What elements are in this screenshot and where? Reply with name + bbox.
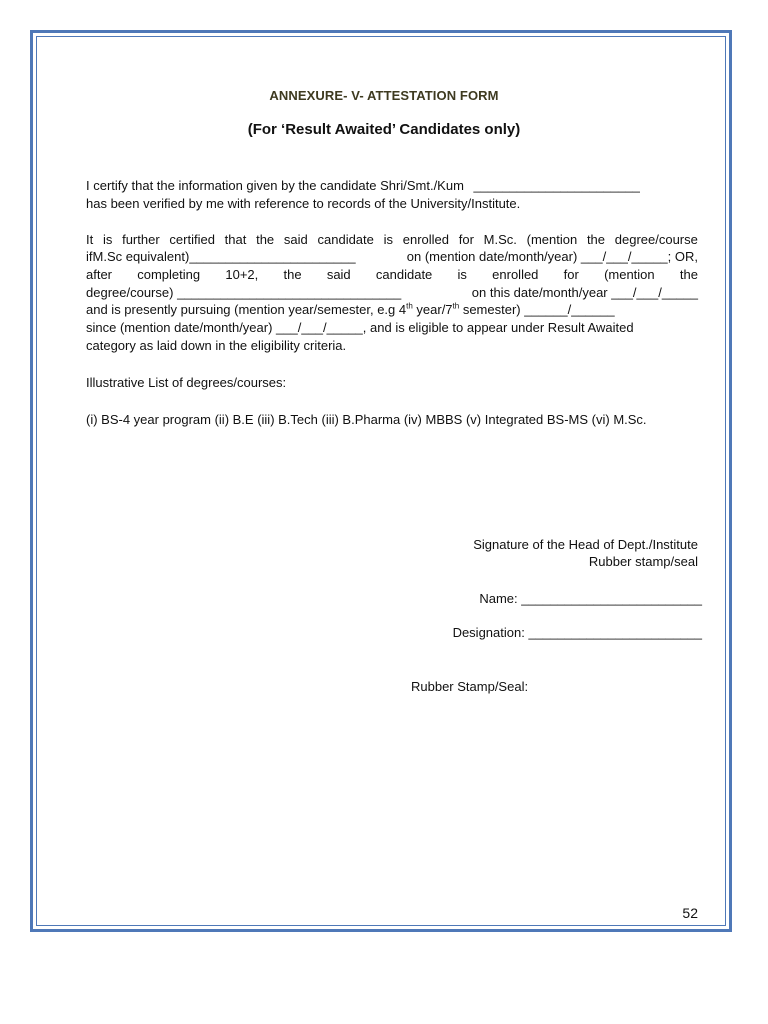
para2-word: further [122, 232, 160, 247]
para2-word: the [679, 267, 698, 282]
certify-text: I certify that the information given by the candidate Shri/Smt./Kum [86, 178, 464, 193]
para2-word: enrolled [492, 267, 539, 282]
form-subtitle: (For ‘Result Awaited’ Candidates only) [247, 121, 521, 138]
para2-word: 10+2, [225, 267, 259, 282]
certify-line-1 [86, 177, 640, 195]
para2-line-4 [86, 284, 698, 302]
para2-word: candidate [375, 267, 433, 282]
degree-course-blank: _______________________________ [177, 285, 402, 300]
para2-word: the [283, 267, 302, 282]
enrol-date-text: on this date/month/year ___/___/_____ [471, 285, 698, 300]
degree-blank: _______________________ [189, 249, 356, 264]
designation-blank: ________________________ [528, 625, 702, 640]
para2-word: that [224, 232, 247, 247]
para2-word: for [563, 267, 579, 282]
para2-word: said [326, 267, 351, 282]
form-title: ANNEXURE- V- ATTESTATION FORM [269, 88, 499, 103]
para2-word: degree/course [614, 232, 698, 247]
designation-label: Designation: [452, 625, 525, 640]
date-text: on (mention date/month/year) ___/___/_____; OR, [406, 249, 698, 264]
candidate-name-blank: _______________________ [473, 178, 640, 193]
degree-list: (i) BS-4 year program (ii) B.E (iii) B.Tech (iii) B.Pharma (iv) MBBS (v) Integrated BS-MS (vi) M.Sc. [86, 412, 647, 427]
list-heading: Illustrative List of degrees/courses: [86, 375, 287, 390]
para2-word: the [256, 232, 275, 247]
para2-word: said [283, 232, 308, 247]
para2-word: enrolled [402, 232, 450, 247]
para2-word: (mention [604, 267, 655, 282]
para2-word: M.Sc. [483, 232, 517, 247]
rubber-stamp-line: Rubber stamp/seal [588, 554, 698, 569]
para2-word: certified [169, 232, 215, 247]
rubber-stamp-seal-label: Rubber Stamp/Seal: [411, 679, 529, 694]
para2-line-2 [86, 248, 698, 266]
para2-word: candidate [317, 232, 374, 247]
degree-course-text: degree/course) _______________________________ [86, 285, 402, 300]
msc-equivalent-text: ifM.Sc equivalent)_______________________ [86, 249, 356, 264]
para2-word: completing [137, 267, 201, 282]
page-border-inner [36, 36, 726, 926]
para2-word: after [86, 267, 113, 282]
para2-word: the [586, 232, 606, 247]
name-blank: _________________________ [521, 591, 702, 606]
certify-line-2: has been verified by me with reference to records of the University/Institute. [86, 196, 521, 211]
para2-word: (mention [526, 232, 578, 247]
para2-line-1 [86, 231, 698, 249]
para2-word: is [383, 232, 394, 247]
name-field [400, 590, 702, 608]
name-label: Name: [479, 591, 518, 606]
para2-word: is [102, 232, 113, 247]
signature-label: Signature of the Head of Dept./Institute [473, 537, 698, 552]
designation-field [400, 624, 702, 642]
para2-line-6: since (mention date/month/year) ___/___/_____, and is eligible to appear under Result Awaited [86, 320, 634, 335]
para2-line-5: and is presently pursuing (mention year/semester, e.g 4th year/7th semester) ______/______ [86, 301, 615, 317]
para2-word: is [457, 267, 467, 282]
page-number: 52 [682, 905, 698, 921]
para2-word: It [86, 232, 94, 247]
para2-line-3 [86, 266, 698, 284]
para2-word: for [458, 232, 474, 247]
para2-line-7: category as laid down in the eligibility criteria. [86, 338, 347, 353]
